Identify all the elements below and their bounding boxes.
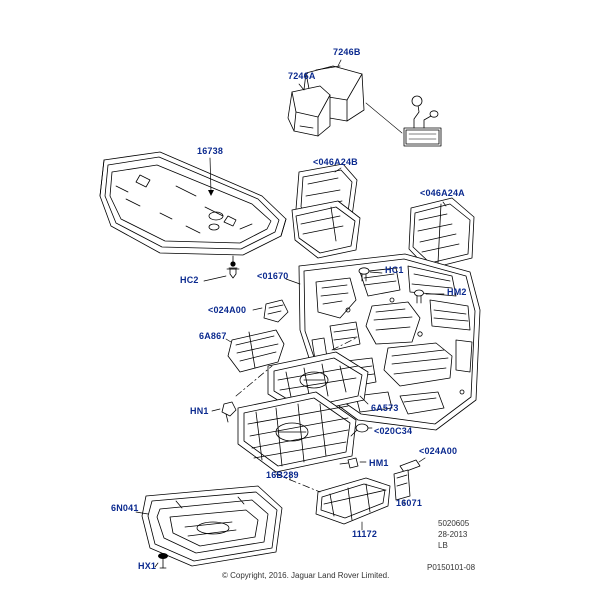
callout-HN1[interactable]: HN1	[190, 406, 209, 416]
callout-16738[interactable]: 16738	[197, 146, 224, 156]
meta-date: 28-2013	[438, 530, 468, 539]
part-024A00-lower	[400, 458, 425, 472]
callout-HX1[interactable]: HX1	[138, 561, 157, 571]
part-11172	[316, 478, 390, 524]
callout-024A00-upper[interactable]: <024A00	[208, 305, 247, 315]
callout-HC1[interactable]: HC1	[385, 265, 404, 275]
callout-16071[interactable]: 16071	[396, 498, 423, 508]
part-HM1	[340, 458, 366, 468]
callout-HM2[interactable]: HM2	[447, 287, 467, 297]
callout-020C34[interactable]: <020C34	[374, 426, 413, 436]
callout-6N041[interactable]: 6N041	[111, 503, 139, 513]
meta-model-code: LB	[438, 541, 448, 550]
callout-6A867[interactable]: 6A867	[199, 331, 227, 341]
meta-drawing-number: 5020605	[438, 519, 470, 528]
callout-11172[interactable]: 11172	[352, 529, 378, 539]
callout-046A24A[interactable]: <046A24A	[420, 188, 465, 198]
part-gear-shifter	[404, 96, 441, 146]
part-16738	[100, 152, 286, 268]
callout-046A24B[interactable]: <046A24B	[313, 157, 358, 167]
callout-024A00-lower[interactable]: <024A00	[419, 446, 458, 456]
callout-7246A[interactable]: 7246A	[288, 71, 316, 81]
part-046A24B	[292, 164, 360, 258]
part-HX1	[155, 553, 168, 568]
callout-7246B[interactable]: 7246B	[333, 47, 361, 57]
meta-figure-id: P0150101-08	[427, 563, 476, 572]
callout-HC2[interactable]: HC2	[180, 275, 199, 285]
part-7246A	[288, 86, 330, 136]
part-024A00-upper	[253, 300, 288, 322]
part-HN1	[212, 402, 236, 422]
part-HC2	[204, 269, 239, 281]
callout-16B289[interactable]: 16B289	[266, 470, 299, 480]
callout-01670[interactable]: <01670	[257, 271, 289, 281]
callout-HM1[interactable]: HM1	[369, 458, 389, 468]
copyright-notice: © Copyright, 2016. Jaguar Land Rover Limited.	[222, 571, 390, 580]
callout-6A573[interactable]: 6A573	[371, 403, 399, 413]
